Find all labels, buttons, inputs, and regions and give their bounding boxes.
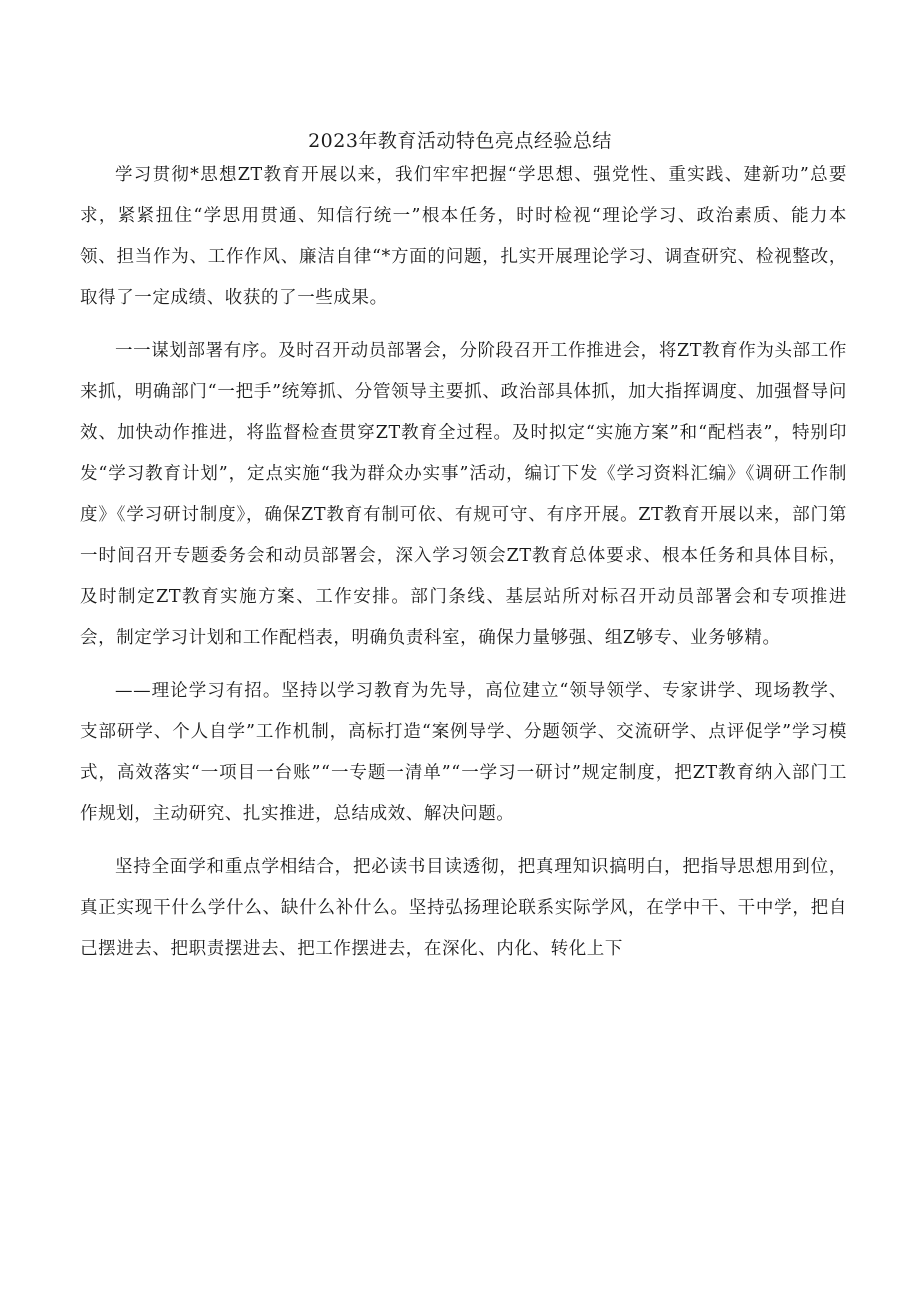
paragraph-intro: 学习贯彻*思想ZT教育开展以来，我们牢牢把握“学思想、强党性、重实践、建新功”总要求，紧紧扭住“学思用贯通、知信行统一”根本任务，时时检视“理论学习、政治素质、能力本领、担当作为、工作作风、廉洁自律“*方面的问题，扎实开展理论学习、调查研究、检视整改，取得了一定成绩、收获的了一些成果。 [80,165,847,308]
document-body [80,155,847,982]
paragraph-theory-study: ——理论学习有招。坚持以学习教育为先导，高位建立“领导领学、专家讲学、现场教学、支部研学、个人自学”工作机制，高标打造“案例导学、分题领学、交流研学、点评促学”学习模式，高效落实“一项目一台账”“一专题一清单”“一学习一研讨”规定制度，把ZT教育纳入部门工作规划，主动研究、扎实推进，总结成效、解决问题。 [80,681,847,824]
document-title: 2023年教育活动特色亮点经验总结 [308,130,612,152]
paragraph-planning: 一一谋划部署有序。及时召开动员部署会，分阶段召开工作推进会，将ZT教育作为头部工作来抓，明确部门“一把手”统筹抓、分管领导主要抓、政治部具体抓，加大指挥调度、加强督导问效、加快动作推进，将监督检查贯穿ZT教育全过程。及时拟定“实施方案”和“配档表”，特别印发“学习教育计划”，定点实施“我为群众办实事”活动，编订下发《学习资料汇编》《调研工作制度》《学习研讨制度》，确保ZT教育有制可依、有规可守、有序开展。ZT教育开展以来，部门第一时间召开专题委务会和动员部署会，深入学习领会ZT教育总体要求、根本任务和具体目标，及时制定ZT教育实施方案、工作安排。部门条线、基层站所对标召开动员部署会和专项推进会，制定学习计划和工作配档表，明确负责科室，确保力量够强、组Z够专、业务够精。 [80,341,847,648]
paragraph-study-approach: 坚持全面学和重点学相结合，把必读书目读透彻，把真理知识搞明白，把指导思想用到位，真正实现干什么学什么、缺什么补什么。坚持弘扬理论联系实际学风，在学中干、干中学，把自己摆进去、把职责摆进去、把工作摆进去，在深化、内化、转化上下 [80,857,847,959]
